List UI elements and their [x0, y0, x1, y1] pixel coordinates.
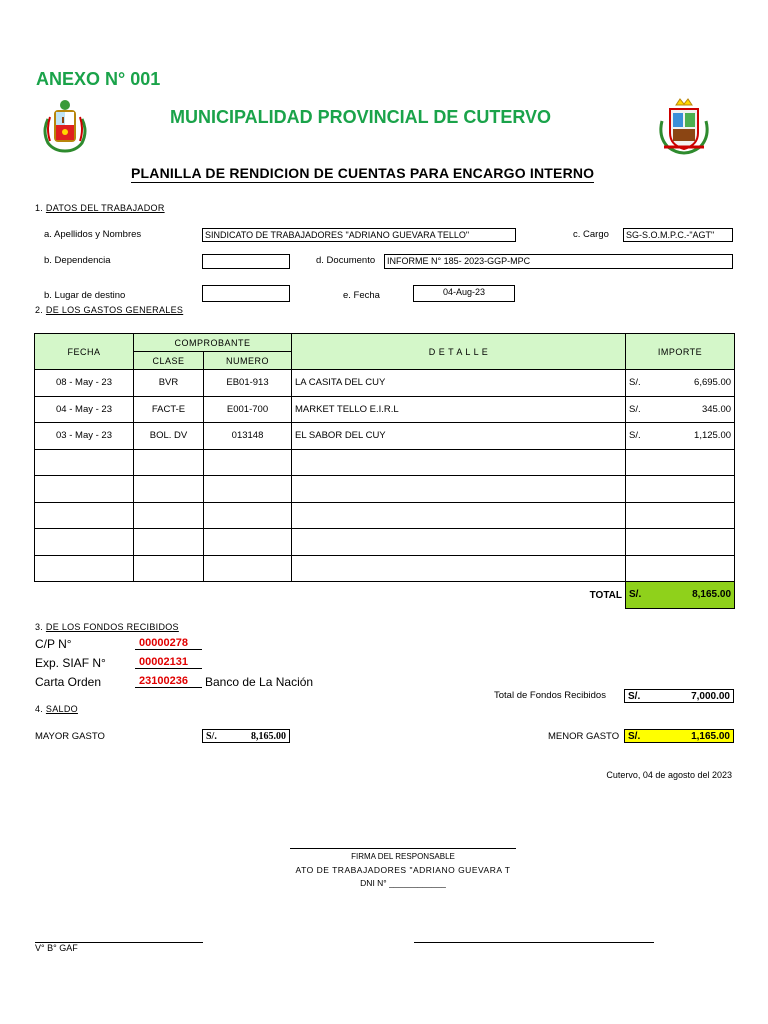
empty-cell — [626, 555, 735, 582]
cell-clase: BVR — [134, 370, 204, 397]
total-label: TOTAL — [35, 582, 626, 609]
col-numero-header: NUMERO — [204, 352, 292, 370]
cell-amount: 1,125.00 — [694, 430, 732, 442]
cell-detalle: LA CASITA DEL CUY — [292, 370, 626, 397]
section-4-title: SALDO — [45, 704, 78, 714]
cell-numero: EB01-913 — [204, 370, 292, 397]
section-3-number: 3. — [35, 622, 44, 632]
cargo-label: c. Cargo — [573, 229, 609, 240]
section-1-number: 1. — [35, 203, 44, 213]
vobo-label: V° B° GAF — [35, 943, 78, 953]
section-2-number: 2. — [35, 305, 44, 315]
fecha-label: e. Fecha — [343, 290, 380, 301]
municipality-name: MUNICIPALIDAD PROVINCIAL DE CUTERVO — [170, 107, 552, 127]
cell-currency: S/. — [629, 430, 641, 442]
cell-clase: BOL. DV — [134, 423, 204, 450]
documento-field[interactable]: INFORME N° 185- 2023-GGP-MPC — [384, 254, 733, 269]
empty-cell — [204, 502, 292, 529]
cell-currency: S/. — [629, 403, 641, 415]
menor-gasto-box — [624, 729, 734, 743]
table-row — [35, 396, 735, 423]
cell-numero: E001-700 — [204, 396, 292, 423]
mayor-gasto-currency: S/. — [206, 730, 217, 742]
carta-label: Carta Orden — [35, 675, 102, 689]
table-row-empty — [35, 476, 735, 503]
empty-cell — [35, 529, 134, 556]
menor-gasto-currency: S/. — [628, 730, 641, 742]
cargo-field[interactable]: SG-S.O.M.P.C.-"AGT" — [623, 228, 733, 242]
menor-gasto-value: 1,165.00 — [691, 730, 730, 742]
section-4-heading — [35, 704, 78, 714]
empty-cell — [134, 449, 204, 476]
signature-name: ATO DE TRABAJADORES "ADRIANO GUEVARA T — [295, 865, 511, 875]
name-label: a. Apellidos y Nombres — [44, 229, 142, 240]
empty-cell — [204, 476, 292, 503]
cell-amount: 345.00 — [701, 403, 732, 415]
destino-label: b. Lugar de destino — [44, 290, 126, 301]
mayor-gasto-box — [202, 729, 290, 743]
cell-fecha: 08 - May - 23 — [35, 370, 134, 397]
table-row-empty — [35, 555, 735, 582]
empty-cell — [134, 502, 204, 529]
fecha-field[interactable]: 04-Aug-23 — [413, 285, 515, 302]
carta-value: 23100236 — [135, 675, 202, 688]
empty-cell — [204, 555, 292, 582]
cell-numero: 013148 — [204, 423, 292, 450]
section-3-heading — [35, 622, 179, 632]
total-value: 8,165.00 — [692, 589, 732, 601]
empty-cell — [134, 555, 204, 582]
form-title-text: PLANILLA DE RENDICION DE CUENTAS PARA ENCARGO INTERNO — [131, 165, 595, 181]
cp-label: C/P N° — [35, 637, 72, 651]
peru-coat-of-arms-icon — [40, 97, 90, 153]
cell-fecha: 03 - May - 23 — [35, 423, 134, 450]
empty-cell — [134, 476, 204, 503]
signature-line — [290, 848, 516, 849]
section-3-title: DE LOS FONDOS RECIBIDOS — [45, 622, 179, 632]
cutervo-shield-icon — [656, 95, 712, 157]
place-date: Cutervo, 04 de agosto del 2023 — [606, 770, 732, 780]
menor-gasto-label: MENOR GASTO — [548, 731, 620, 742]
signature-dni: DNI N° ____________ — [360, 878, 446, 888]
cell-importe — [626, 396, 735, 423]
cell-currency: S/. — [629, 377, 641, 389]
total-currency: S/. — [629, 589, 642, 601]
empty-cell — [292, 476, 626, 503]
cell-detalle: EL SABOR DEL CUY — [292, 423, 626, 450]
cell-clase: FACT-E — [134, 396, 204, 423]
cp-value: 00000278 — [135, 637, 202, 650]
cell-fecha: 04 - May - 23 — [35, 396, 134, 423]
signature-label: FIRMA DEL RESPONSABLE — [351, 852, 455, 861]
empty-cell — [292, 502, 626, 529]
cell-importe — [626, 423, 735, 450]
dependencia-label: b. Dependencia — [44, 255, 111, 266]
empty-cell — [626, 449, 735, 476]
empty-cell — [134, 529, 204, 556]
funds-total-box — [624, 689, 734, 703]
table-row — [35, 370, 735, 397]
cell-importe — [626, 370, 735, 397]
col-fecha-header: FECHA — [35, 334, 134, 370]
form-title — [131, 165, 594, 183]
mayor-gasto-label: MAYOR GASTO — [35, 731, 105, 742]
mayor-gasto-value: 8,165.00 — [251, 730, 286, 742]
siaf-value: 00002131 — [135, 656, 202, 669]
total-cell — [626, 582, 735, 609]
empty-cell — [626, 502, 735, 529]
section-1-heading — [35, 203, 165, 213]
total-row — [35, 582, 735, 609]
col-detalle-header: D E T A L L E — [292, 334, 626, 370]
empty-cell — [35, 502, 134, 529]
empty-cell — [204, 529, 292, 556]
table-row — [35, 423, 735, 450]
empty-cell — [626, 476, 735, 503]
empty-cell — [292, 555, 626, 582]
section-2-title: DE LOS GASTOS GENERALES — [45, 305, 184, 315]
table-row-empty — [35, 502, 735, 529]
section-1-title: DATOS DEL TRABAJADOR — [45, 203, 165, 213]
col-importe-header: IMPORTE — [626, 334, 735, 370]
funds-total-currency: S/. — [628, 690, 641, 702]
documento-label: d. Documento — [316, 255, 376, 266]
empty-cell — [35, 449, 134, 476]
table-row-empty — [35, 529, 735, 556]
cell-detalle: MARKET TELLO E.I.R.L — [292, 396, 626, 423]
empty-cell — [292, 449, 626, 476]
col-comprobante-header: COMPROBANTE — [134, 334, 292, 352]
destino-field[interactable] — [202, 285, 290, 302]
funds-total-label: Total de Fondos Recibidos — [494, 690, 606, 701]
second-signature-line — [414, 942, 654, 943]
dependencia-field[interactable] — [202, 254, 290, 269]
empty-cell — [204, 449, 292, 476]
bank-name: Banco de La Nación — [205, 675, 314, 689]
section-2-heading — [35, 305, 183, 315]
siaf-label: Exp. SIAF N° — [35, 656, 106, 670]
name-field[interactable]: SINDICATO DE TRABAJADORES "ADRIANO GUEVARA TELLO" — [202, 228, 516, 242]
expenses-table — [34, 333, 735, 609]
table-header-row — [35, 334, 735, 352]
col-clase-header: CLASE — [134, 352, 204, 370]
annex-number: ANEXO N° 001 — [36, 69, 161, 89]
funds-total-value: 7,000.00 — [691, 690, 730, 702]
cell-amount: 6,695.00 — [694, 377, 732, 389]
empty-cell — [626, 529, 735, 556]
empty-cell — [35, 476, 134, 503]
section-4-number: 4. — [35, 704, 44, 714]
empty-cell — [292, 529, 626, 556]
empty-cell — [35, 555, 134, 582]
table-row-empty — [35, 449, 735, 476]
